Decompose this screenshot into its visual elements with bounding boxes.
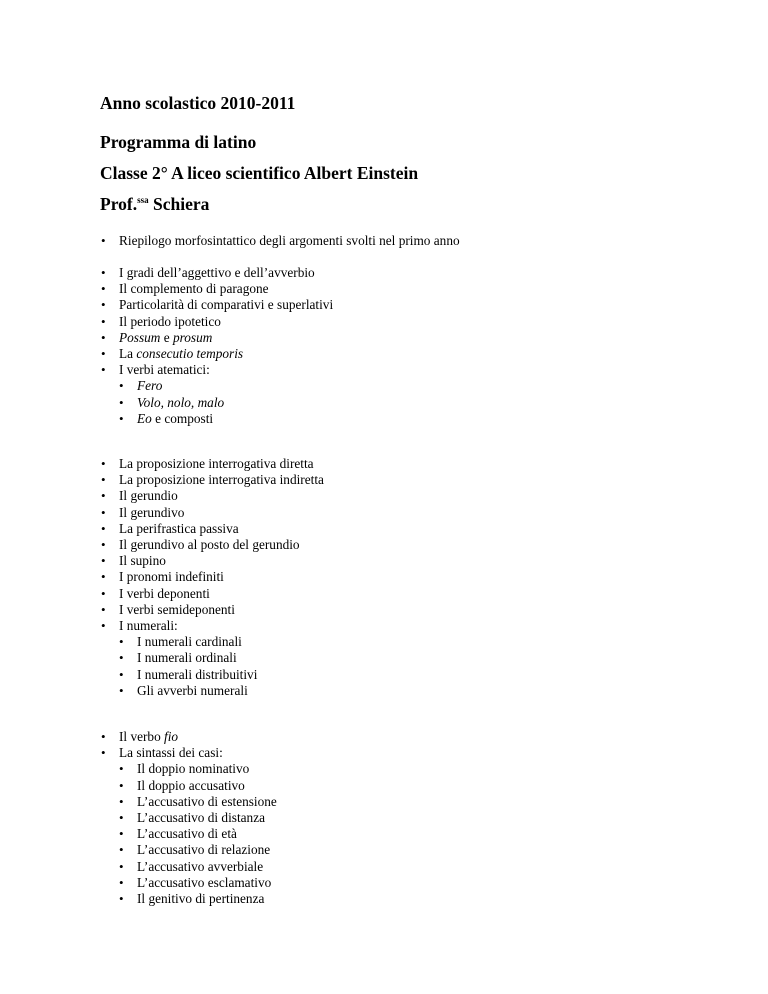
bullet-icon: • <box>119 793 124 809</box>
bullet-icon: • <box>101 472 106 488</box>
bullet-icon: • <box>101 265 106 280</box>
sub-list-item: L’accusativo di estensione <box>137 793 277 809</box>
sub-list-item: L’accusativo avverbiale <box>137 858 264 874</box>
list-item: Il gerundivo al posto del gerundio <box>119 537 300 552</box>
bullet-icon: • <box>101 601 106 617</box>
class-heading: Classe 2° A liceo scientifico Albert Einstein <box>100 163 419 183</box>
bullet-icon: • <box>101 585 106 601</box>
list-item: La sintassi dei casi: <box>119 745 223 761</box>
bullet-icon: • <box>101 456 106 471</box>
list-item: Particolarità di comparativi e superlativi <box>119 297 334 313</box>
sub-list-item: Volo, nolo, malo <box>137 394 225 410</box>
list-item: Possum e prosum <box>119 329 213 345</box>
list-item: Il periodo ipotetico <box>119 313 221 329</box>
bullet-icon: • <box>101 520 106 536</box>
sub-list-item: I numerali cardinali <box>137 634 242 650</box>
bullet-icon: • <box>119 378 124 394</box>
sub-list-item: L’accusativo di relazione <box>137 842 271 858</box>
school-year-heading: Anno scolastico 2010-2011 <box>100 93 296 113</box>
list-item: Il gerundivo <box>119 504 185 520</box>
list-item: La consecutio temporis <box>119 346 244 361</box>
list-item: I verbi deponenti <box>119 585 210 601</box>
sub-list-item: L’accusativo esclamativo <box>137 874 272 890</box>
bullet-icon: • <box>119 682 124 698</box>
bullet-icon: • <box>119 394 124 410</box>
teacher-heading <box>100 194 209 214</box>
bullet-icon: • <box>101 729 106 744</box>
list-item: I gradi dell’aggettivo e dell’avverbio <box>119 265 315 280</box>
bullet-icon: • <box>101 346 106 361</box>
sub-list-item: I numerali ordinali <box>137 650 237 666</box>
bullet-icon: • <box>119 842 124 858</box>
sub-list-item: L’accusativo di età <box>137 826 237 842</box>
bullet-icon: • <box>101 553 106 569</box>
bullet-icon: • <box>101 745 106 761</box>
bullet-icon: • <box>119 810 124 825</box>
bullet-icon: • <box>119 826 124 842</box>
list-item: Il supino <box>119 553 166 569</box>
bullet-icon: • <box>119 666 124 682</box>
bullet-icon: • <box>119 761 124 777</box>
sub-list-item: Gli avverbi numerali <box>137 682 248 698</box>
list-item: La proposizione interrogativa indiretta <box>119 472 324 488</box>
list-item: La perifrastica passiva <box>119 520 239 536</box>
sub-list-item: Il genitivo di pertinenza <box>137 891 265 906</box>
list-item: Il gerundio <box>119 488 178 504</box>
sub-list-item: Fero <box>137 378 163 394</box>
list-item: Il complemento di paragone <box>119 281 269 297</box>
sub-list-item: I numerali distribuitivi <box>137 666 258 682</box>
list-item: I numerali: <box>119 618 178 633</box>
sub-list-item: L’accusativo di distanza <box>137 810 266 825</box>
bullet-icon: • <box>101 488 106 504</box>
bullet-icon: • <box>101 618 106 633</box>
bullet-icon: • <box>101 313 106 329</box>
bullet-icon: • <box>101 362 106 378</box>
bullet-icon: • <box>101 569 106 585</box>
bullet-icon: • <box>101 297 106 313</box>
sub-list-item: Il doppio accusativo <box>137 777 245 793</box>
bullet-icon: • <box>101 329 106 345</box>
teacher-title-superscript: ssa <box>137 195 149 205</box>
bullet-icon: • <box>101 537 106 552</box>
bullet-icon: • <box>119 858 124 874</box>
program-heading: Programma di latino <box>100 132 257 152</box>
bullet-icon: • <box>119 634 124 650</box>
sub-list-item: Il doppio nominativo <box>137 761 250 777</box>
sub-list-item: Eo e composti <box>137 410 214 426</box>
list-item: Riepilogo morfosintattico degli argomenti svolti nel primo anno <box>119 233 460 248</box>
list-item: La proposizione interrogativa diretta <box>119 456 314 471</box>
bullet-icon: • <box>119 891 124 906</box>
teacher-prefix: Prof. <box>100 194 138 214</box>
teacher-name: Schiera <box>148 194 210 214</box>
bullet-icon: • <box>101 233 106 248</box>
list-item: I verbi atematici: <box>119 362 210 378</box>
bullet-icon: • <box>119 874 124 890</box>
bullet-icon: • <box>119 410 124 426</box>
list-item: Il verbo fio <box>119 729 179 744</box>
bullet-icon: • <box>101 281 106 297</box>
bullet-icon: • <box>101 504 106 520</box>
bullet-icon: • <box>119 650 124 666</box>
bullet-icon: • <box>119 777 124 793</box>
list-item: I verbi semideponenti <box>119 601 235 617</box>
list-item: I pronomi indefiniti <box>119 569 224 585</box>
